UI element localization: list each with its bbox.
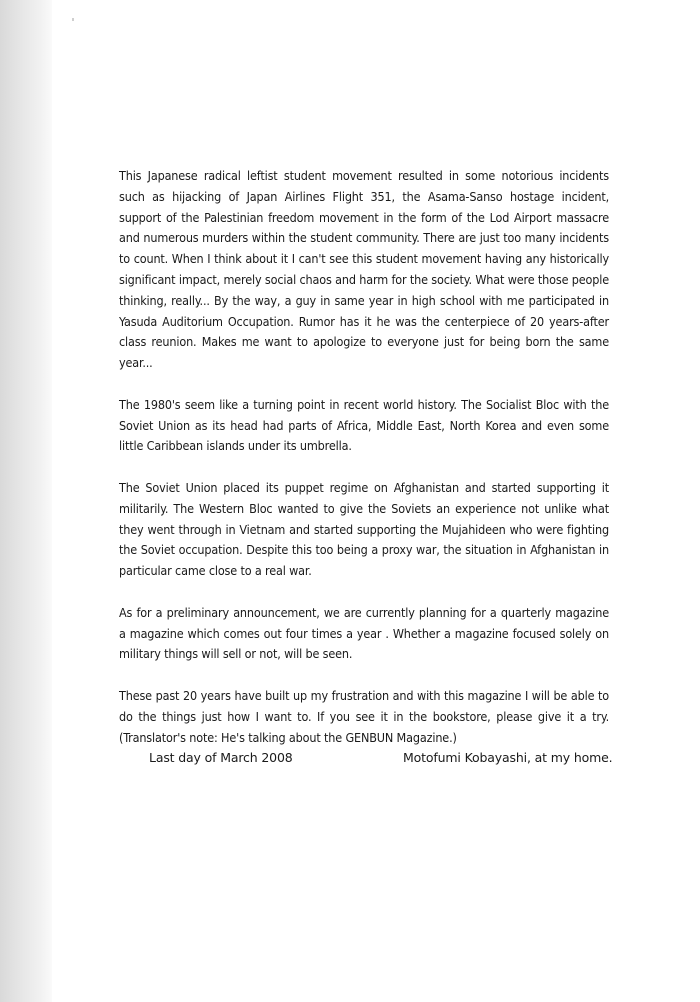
- paragraph-afghanistan: The Soviet Union placed its puppet regime on Afghanistan and started supporting it militarily. The Western Bloc wanted to give the Soviets an experience not unlike what they went through in Vietnam and started supporting the Mujahideen who were fighting the Soviet occupation. Despite this too being a proxy war, the situation in Afghanistan in particular came close to a real war.: [119, 479, 609, 579]
- scan-speck: [72, 18, 74, 21]
- body-text: [119, 166, 609, 769]
- paragraph-frustration: These past 20 years have built up my frustration and with this magazine I will be able to do the things just how I want to. If you see it in the bookstore, please give it a try. (Translator's note: He's talking about the GENBUN Magazine.): [119, 687, 609, 745]
- paragraph-1980s: The 1980's seem like a turning point in recent world history. The Socialist Bloc with the Soviet Union as its head had parts of Africa, Middle East, North Korea and even some little Caribbean islands under its umbrella.: [119, 396, 609, 454]
- paragraph-magazine-announcement: As for a preliminary announcement, we are currently planning for a quarterly magazine a magazine which comes out four times a year . Whether a magazine focused solely on military things will sell or not, will be seen.: [119, 604, 609, 662]
- signature-date: Last day of March 2008: [149, 750, 293, 765]
- paragraph-student-movement: This Japanese radical leftist student movement resulted in some notorious incidents such as hijacking of Japan Airlines Flight 351, the Asama-Sanso hostage incident, support of the Palestinian freedom movement in the form of the Lod Airport massacre and numerous murders within the student community. There are just too many incidents to count. When I think about it I can't see this student movement having any historically significant impact, merely social chaos and harm for the society. What were those people thinking, really... By the way, a guy in same year in high school with me participated in Yasuda Auditorium Occupation. Rumor has it he was the centerpiece of 20 years-after class reunion. Makes me want to apologize to everyone just for being born the same year...: [119, 168, 610, 371]
- page-gutter-shadow: [0, 0, 52, 1002]
- signature-author: Motofumi Kobayashi, at my home.: [403, 750, 613, 765]
